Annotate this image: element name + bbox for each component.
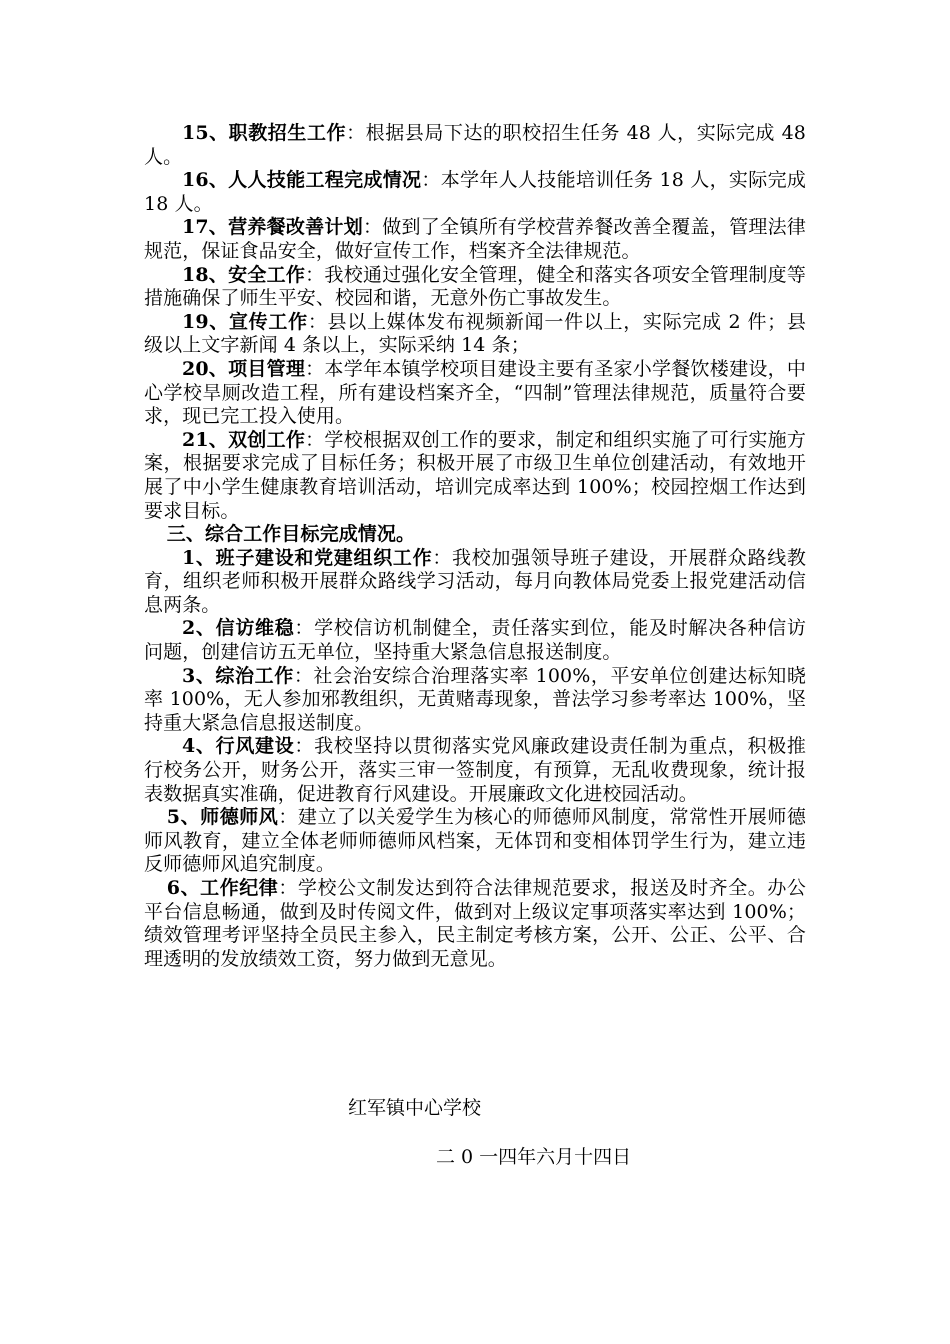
- section-paragraph-1: [144, 547, 806, 618]
- paragraph-text: ：本学年本镇学校项目建设主要有圣家小学餐饮楼建设，中心学校旱厕改造工程，所有建设档案齐全，“四制”管理法律规范，质量符合要求，现已完工投入使用。: [144, 357, 806, 428]
- paragraph-text: ：做到了全镇所有学校营养餐改善全覆盖，管理法律规范，保证食品安全，做好宣传工作，档案齐全法律规范。: [144, 216, 806, 262]
- section-heading: 三、综合工作目标完成情况。: [166, 523, 416, 546]
- paragraph-17: [144, 216, 806, 263]
- document-body: [144, 122, 806, 971]
- paragraph-lead: 17、营养餐改善计划: [182, 216, 363, 239]
- paragraph-lead: 15、职教招生工作: [182, 122, 347, 144]
- paragraph-lead: 4、行风建设: [182, 735, 295, 758]
- paragraph-text: ：本学年人人技能培训任务 18 人，实际完成 18 人。: [144, 169, 806, 215]
- paragraph-text: ：我校加强领导班子建设，开展群众路线教育，组织老师积极开展群众路线学习活动，每月向教体局党委上报党建活动信息两条。: [144, 546, 806, 616]
- section-paragraph-5: [144, 806, 806, 877]
- paragraph-text: ：我校通过强化安全管理，健全和落实各项安全管理制度等措施确保了师生平安、校园和谐，无意外伤亡事故发生。: [144, 263, 806, 310]
- paragraph-lead: 16、人人技能工程完成情况: [182, 169, 422, 192]
- paragraph-text: ：根据县局下达的职校招生任务 48 人，实际完成 48 人。: [144, 122, 806, 168]
- paragraph-lead: 18、安全工作: [182, 263, 306, 286]
- paragraph-lead: 20、项目管理: [182, 357, 306, 380]
- paragraph-15: [144, 122, 806, 169]
- section-paragraph-3: [144, 665, 806, 736]
- paragraph-text: ：我校坚持以贯彻落实党风廉政建设责任制为重点，积极推行校务公开，财务公开，落实三审一签制度，有预算，无乱收费现象，统计报表数据真实准确，促进教育行风建设。开展廉政文化进校园活动。: [144, 735, 806, 805]
- paragraph-text: ：社会治安综合治理落实率 100%，平安单位创建达标知晓率 100%，无人参加邪教组织，无黄赌毒现象，普法学习参考率达 100%，坚持重大紧急信息报送制度。: [144, 664, 806, 734]
- paragraph-20: [144, 358, 806, 429]
- paragraph-lead: 3、综治工作: [182, 664, 294, 687]
- paragraph-lead: 6、工作纪律: [166, 877, 279, 899]
- section-paragraph-2: [144, 617, 806, 664]
- signature-organization: 红军镇中心学校: [348, 1097, 482, 1119]
- paragraph-lead: 5、师德师风: [166, 806, 279, 829]
- paragraph-21: [144, 429, 806, 523]
- paragraph-text: ：县以上媒体发布视频新闻一件以上，实际完成 2 件；县级以上文字新闻 4 条以上，实际采纳 14 条；: [144, 310, 806, 357]
- section-paragraph-6: [144, 877, 806, 971]
- paragraph-18: [144, 264, 806, 311]
- paragraph-text: ：学校根据双创工作的要求，制定和组织实施了可行实施方案，根据要求完成了目标任务；积极开展了市级卫生单位创建活动，有效地开展了中小学生健康教育培训活动，培训完成率达到 100%；校园控烟工作达到要求目标。: [144, 428, 806, 522]
- section-paragraph-4: [144, 735, 806, 806]
- signature-date: 二 0 一四年六月十四日: [436, 1146, 632, 1168]
- paragraph-text: ：学校公文制发达到符合法律规范要求，报送及时齐全。办公平台信息畅通，做到及时传阅文件，做到对上级议定事项落实率达到 100%；绩效管理考评坚持全员民主参入，民主制定考核方案，公开、公正、公平、合理透明的发放绩效工资，努力做到无意见。: [144, 877, 806, 970]
- paragraph-19: [144, 311, 806, 358]
- paragraph-text: ：学校信访机制健全，责任落实到位，能及时解决各种信访问题，创建信访五无单位，坚持重大紧急信息报送制度。: [144, 617, 806, 664]
- paragraph-lead: 2、信访维稳: [182, 617, 295, 640]
- paragraph-lead: 19、宣传工作: [182, 310, 308, 333]
- paragraph-16: [144, 169, 806, 216]
- paragraph-lead: 1、班子建设和党建组织工作: [182, 546, 433, 569]
- paragraph-lead: 21、双创工作: [182, 428, 306, 451]
- paragraph-text: ：建立了以关爱学生为核心的师德师风制度，常常性开展师德师风教育，建立全体老师师德师风档案，无体罚和变相体罚学生行为，建立违反师德师风追究制度。: [144, 806, 806, 876]
